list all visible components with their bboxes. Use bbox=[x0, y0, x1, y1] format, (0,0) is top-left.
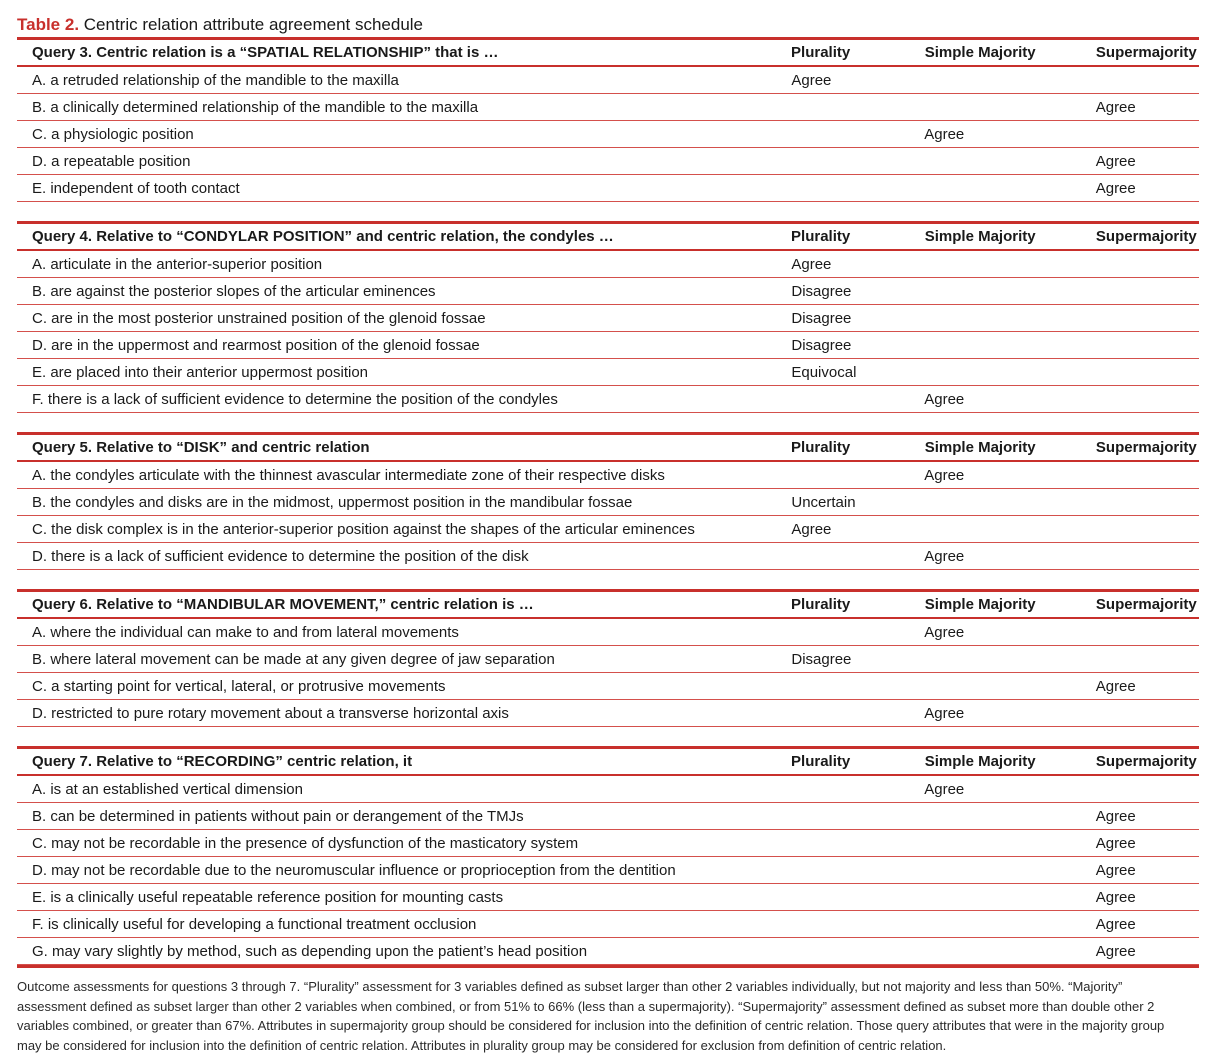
table-container bbox=[17, 14, 1199, 1055]
plurality-cell: Disagree bbox=[791, 336, 852, 354]
simple-majority-cell: Agree bbox=[924, 466, 965, 484]
table-row bbox=[17, 516, 1199, 543]
query-header-row bbox=[17, 435, 1199, 462]
attribute-text: A. the condyles articulate with the thinnest avascular intermediate zone of their respective disks bbox=[32, 466, 665, 484]
table-row bbox=[17, 67, 1199, 94]
plurality-cell: Agree bbox=[791, 520, 832, 538]
attribute-text: C. the disk complex is in the anterior-superior position against the shapes of the articular eminences bbox=[32, 520, 695, 538]
table-row bbox=[17, 462, 1199, 489]
table-row bbox=[17, 251, 1199, 278]
col-header-simple-majority: Simple Majority bbox=[924, 44, 1036, 61]
attribute-text: D. there is a lack of sufficient evidence to determine the position of the disk bbox=[32, 547, 529, 565]
simple-majority-cell: Agree bbox=[924, 780, 965, 798]
attribute-text: F. there is a lack of sufficient evidence to determine the position of the condyles bbox=[32, 390, 558, 408]
query-header-row bbox=[17, 592, 1199, 619]
attribute-text: B. can be determined in patients without pain or derangement of the TMJs bbox=[32, 807, 524, 825]
supermajority-cell: Agree bbox=[1095, 888, 1136, 906]
col-header-simple-majority: Simple Majority bbox=[924, 596, 1036, 613]
query-heading: Query 4. Relative to “CONDYLAR POSITION” and centric relation, the condyles … bbox=[32, 228, 614, 245]
table-row bbox=[17, 776, 1199, 803]
table-row bbox=[17, 700, 1199, 727]
simple-majority-cell: Agree bbox=[924, 623, 965, 641]
col-header-supermajority: Supermajority bbox=[1095, 596, 1197, 613]
supermajority-cell: Agree bbox=[1095, 942, 1136, 960]
supermajority-cell: Agree bbox=[1095, 861, 1136, 879]
col-header-supermajority: Supermajority bbox=[1095, 753, 1197, 770]
plurality-cell: Disagree bbox=[791, 650, 852, 668]
query-heading: Query 7. Relative to “RECORDING” centric relation, it bbox=[32, 753, 413, 770]
attribute-text: B. where lateral movement can be made at any given degree of jaw separation bbox=[32, 650, 555, 668]
query-section bbox=[17, 746, 1199, 965]
table-row bbox=[17, 543, 1199, 570]
attribute-text: A. articulate in the anterior-superior position bbox=[32, 255, 323, 273]
table-row bbox=[17, 830, 1199, 857]
plurality-cell: Uncertain bbox=[791, 493, 856, 511]
table-row bbox=[17, 857, 1199, 884]
attribute-text: A. a retruded relationship of the mandible to the maxilla bbox=[32, 71, 399, 89]
query-section bbox=[17, 589, 1199, 727]
attribute-text: B. a clinically determined relationship of the mandible to the maxilla bbox=[32, 98, 479, 116]
col-header-plurality: Plurality bbox=[791, 228, 851, 245]
query-header-row bbox=[17, 224, 1199, 251]
attribute-text: E. is a clinically useful repeatable reference position for mounting casts bbox=[32, 888, 504, 906]
attribute-text: A. where the individual can make to and from lateral movements bbox=[32, 623, 459, 641]
table-row bbox=[17, 673, 1199, 700]
table-row bbox=[17, 332, 1199, 359]
attribute-text: C. a starting point for vertical, lateral, or protrusive movements bbox=[32, 677, 446, 695]
table-row bbox=[17, 175, 1199, 202]
table-footnote: Outcome assessments for questions 3 through 7. “Plurality” assessment for 3 variables defined as subset larger than other 2 variables individually, but not majority and less than 50%. “Majority” assessment defined as subset larger than other 2 variables when combined, or from 51% to 66% (less than a supermajority). “Supermajority” assessment defined as subset more than double other 2 variables combined, or greater than 67%. Attributes in supermajority group should be considered for inclusion into the definition of centric relation. Those query attributes that were in the majority group may be considered for inclusion into the definition of centric relation. Attributes in plurality group may be considered for exclusion from definition of centric relation. bbox=[17, 979, 1165, 1053]
simple-majority-cell: Agree bbox=[924, 704, 965, 722]
table-caption bbox=[17, 14, 1199, 36]
col-header-supermajority: Supermajority bbox=[1095, 44, 1197, 61]
attribute-text: A. is at an established vertical dimension bbox=[32, 780, 303, 798]
query-header-row bbox=[17, 40, 1199, 67]
query-heading: Query 3. Centric relation is a “SPATIAL RELATIONSHIP” that is … bbox=[32, 44, 499, 61]
attribute-text: D. a repeatable position bbox=[32, 152, 191, 170]
col-header-simple-majority: Simple Majority bbox=[924, 228, 1036, 245]
plurality-cell: Equivocal bbox=[791, 363, 857, 381]
col-header-plurality: Plurality bbox=[791, 44, 851, 61]
table-row bbox=[17, 359, 1199, 386]
table-row bbox=[17, 938, 1199, 965]
supermajority-cell: Agree bbox=[1095, 915, 1136, 933]
query-heading: Query 6. Relative to “MANDIBULAR MOVEMENT,” centric relation is … bbox=[32, 596, 534, 613]
table-row bbox=[17, 94, 1199, 121]
supermajority-cell: Agree bbox=[1095, 179, 1136, 197]
query-section bbox=[17, 40, 1199, 202]
table-row bbox=[17, 386, 1199, 413]
col-header-plurality: Plurality bbox=[791, 596, 851, 613]
plurality-cell: Disagree bbox=[791, 282, 852, 300]
simple-majority-cell: Agree bbox=[924, 125, 965, 143]
supermajority-cell: Agree bbox=[1095, 834, 1136, 852]
col-header-plurality: Plurality bbox=[791, 753, 851, 770]
query-section bbox=[17, 221, 1199, 413]
query-header-row bbox=[17, 749, 1199, 776]
attribute-text: F. is clinically useful for developing a functional treatment occlusion bbox=[32, 915, 477, 933]
attribute-text: B. the condyles and disks are in the midmost, uppermost position in the mandibular fossae bbox=[32, 493, 633, 511]
attribute-text: D. may not be recordable due to the neuromuscular influence or proprioception from the dentition bbox=[32, 861, 676, 879]
query-section bbox=[17, 432, 1199, 570]
simple-majority-cell: Agree bbox=[924, 547, 965, 565]
supermajority-cell: Agree bbox=[1095, 677, 1136, 695]
query-heading: Query 5. Relative to “DISK” and centric relation bbox=[32, 439, 370, 456]
attribute-text: C. are in the most posterior unstrained position of the glenoid fossae bbox=[32, 309, 486, 327]
attribute-text: B. are against the posterior slopes of the articular eminences bbox=[32, 282, 436, 300]
plurality-cell: Disagree bbox=[791, 309, 852, 327]
table-row bbox=[17, 148, 1199, 175]
attribute-text: D. restricted to pure rotary movement about a transverse horizontal axis bbox=[32, 704, 509, 722]
col-header-simple-majority: Simple Majority bbox=[924, 439, 1036, 456]
attribute-text: C. a physiologic position bbox=[32, 125, 194, 143]
table-row bbox=[17, 305, 1199, 332]
col-header-simple-majority: Simple Majority bbox=[924, 753, 1036, 770]
query-sections bbox=[17, 40, 1199, 965]
table-label: Table 2. bbox=[17, 15, 80, 34]
table-title: Centric relation attribute agreement schedule bbox=[79, 15, 424, 34]
table-row bbox=[17, 911, 1199, 938]
table-row bbox=[17, 646, 1199, 673]
plurality-cell: Agree bbox=[791, 255, 832, 273]
table-row bbox=[17, 619, 1199, 646]
table-row bbox=[17, 884, 1199, 911]
attribute-text: D. are in the uppermost and rearmost position of the glenoid fossae bbox=[32, 336, 480, 354]
table-bottom-rule bbox=[17, 965, 1199, 968]
col-header-supermajority: Supermajority bbox=[1095, 439, 1197, 456]
simple-majority-cell: Agree bbox=[924, 390, 965, 408]
supermajority-cell: Agree bbox=[1095, 152, 1136, 170]
attribute-text: E. independent of tooth contact bbox=[32, 179, 240, 197]
col-header-supermajority: Supermajority bbox=[1095, 228, 1197, 245]
table-row bbox=[17, 803, 1199, 830]
supermajority-cell: Agree bbox=[1095, 98, 1136, 116]
col-header-plurality: Plurality bbox=[791, 439, 851, 456]
attribute-text: E. are placed into their anterior uppermost position bbox=[32, 363, 369, 381]
supermajority-cell: Agree bbox=[1095, 807, 1136, 825]
attribute-text: C. may not be recordable in the presence of dysfunction of the masticatory system bbox=[32, 834, 579, 852]
attribute-text: G. may vary slightly by method, such as depending upon the patient’s head position bbox=[32, 942, 588, 960]
table-row bbox=[17, 278, 1199, 305]
table-row bbox=[17, 121, 1199, 148]
table-row bbox=[17, 489, 1199, 516]
plurality-cell: Agree bbox=[791, 71, 832, 89]
